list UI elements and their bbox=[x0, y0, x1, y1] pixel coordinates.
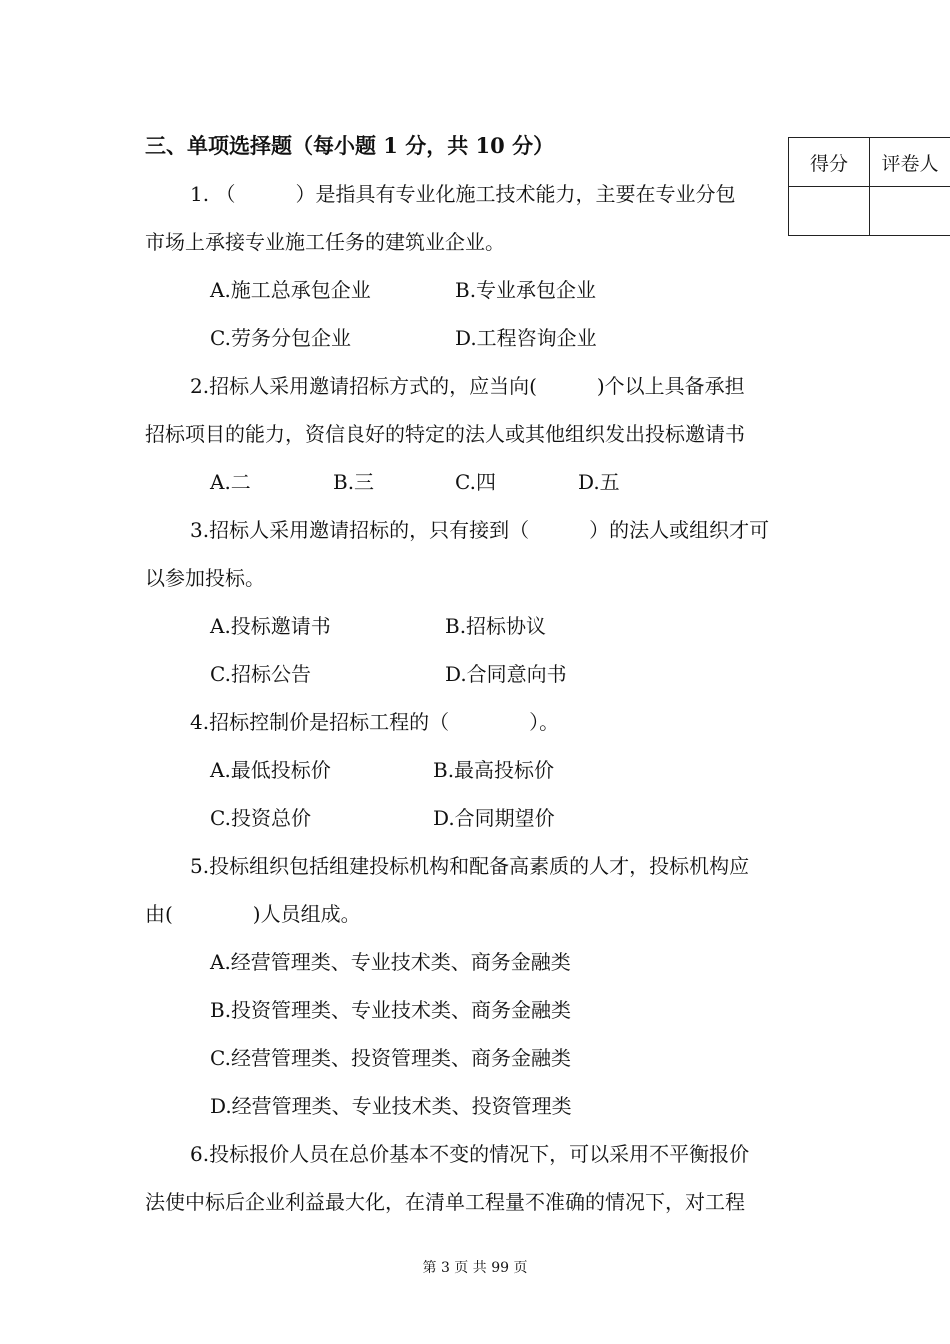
question-4-option-b: B.最高投标价 bbox=[433, 758, 555, 782]
question-6-line-2: 法使中标后企业利益最大化，在清单工程量不准确的情况下，对工程 bbox=[145, 1190, 745, 1214]
question-5-line-1: 5.投标组织包括组建投标机构和配备高素质的人才，投标机构应 bbox=[190, 854, 750, 878]
question-3-line-2: 以参加投标。 bbox=[145, 566, 265, 590]
question-1-line-2: 市场上承接专业施工任务的建筑业企业。 bbox=[145, 230, 505, 254]
question-4-option-d: D.合同期望价 bbox=[433, 806, 555, 830]
score-cell bbox=[789, 187, 870, 236]
question-3-option-b: B.招标协议 bbox=[445, 614, 547, 638]
score-box bbox=[788, 137, 950, 236]
question-2-line-1: 2.招标人采用邀请招标方式的，应当向( )个以上具备承担 bbox=[190, 374, 745, 398]
question-1-line-1: 1. （ ）是指具有专业化施工技术能力，主要在专业分包 bbox=[190, 182, 736, 206]
question-3-option-d: D.合同意向书 bbox=[445, 662, 567, 686]
question-5-option-c: C.经营管理类、投资管理类、商务金融类 bbox=[210, 1046, 571, 1070]
question-5-option-d: D.经营管理类、专业技术类、投资管理类 bbox=[210, 1094, 572, 1118]
question-2-option-a: A.二 bbox=[210, 470, 251, 494]
question-4-line-1: 4.招标控制价是招标工程的（ ）。 bbox=[190, 710, 560, 734]
question-5-option-b: B.投资管理类、专业技术类、商务金融类 bbox=[210, 998, 572, 1022]
question-4-option-c: C.投资总价 bbox=[210, 806, 311, 830]
question-3-line-1: 3.招标人采用邀请招标的，只有接到（ ）的法人或组织才可 bbox=[190, 518, 770, 542]
score-header: 得分 bbox=[789, 138, 870, 187]
question-5-option-a: A.经营管理类、专业技术类、商务金融类 bbox=[210, 950, 571, 974]
question-2-option-d: D.五 bbox=[578, 470, 620, 494]
question-1-option-d: D.工程咨询企业 bbox=[455, 326, 597, 350]
question-3-option-c: C.招标公告 bbox=[210, 662, 311, 686]
section-heading: 三、单项选择题（每小题 1 分，共 10 分） bbox=[145, 133, 555, 158]
question-1-option-b: B.专业承包企业 bbox=[455, 278, 597, 302]
grader-cell bbox=[870, 187, 950, 236]
question-5-line-2: 由( )人员组成。 bbox=[145, 902, 361, 926]
question-1-option-c: C.劳务分包企业 bbox=[210, 326, 351, 350]
question-1-option-a: A.施工总承包企业 bbox=[210, 278, 371, 302]
question-4-option-a: A.最低投标价 bbox=[210, 758, 331, 782]
question-2-option-b: B.三 bbox=[333, 470, 375, 494]
page-footer: 第 3 页 共 99 页 bbox=[422, 1260, 528, 1276]
question-2-line-2: 招标项目的能力，资信良好的特定的法人或其他组织发出投标邀请书 bbox=[145, 422, 745, 446]
question-3-option-a: A.投标邀请书 bbox=[210, 614, 331, 638]
grader-header: 评卷人 bbox=[870, 138, 950, 187]
question-2-option-c: C.四 bbox=[455, 470, 496, 494]
question-6-line-1: 6.投标报价人员在总价基本不变的情况下，可以采用不平衡报价 bbox=[190, 1142, 750, 1166]
